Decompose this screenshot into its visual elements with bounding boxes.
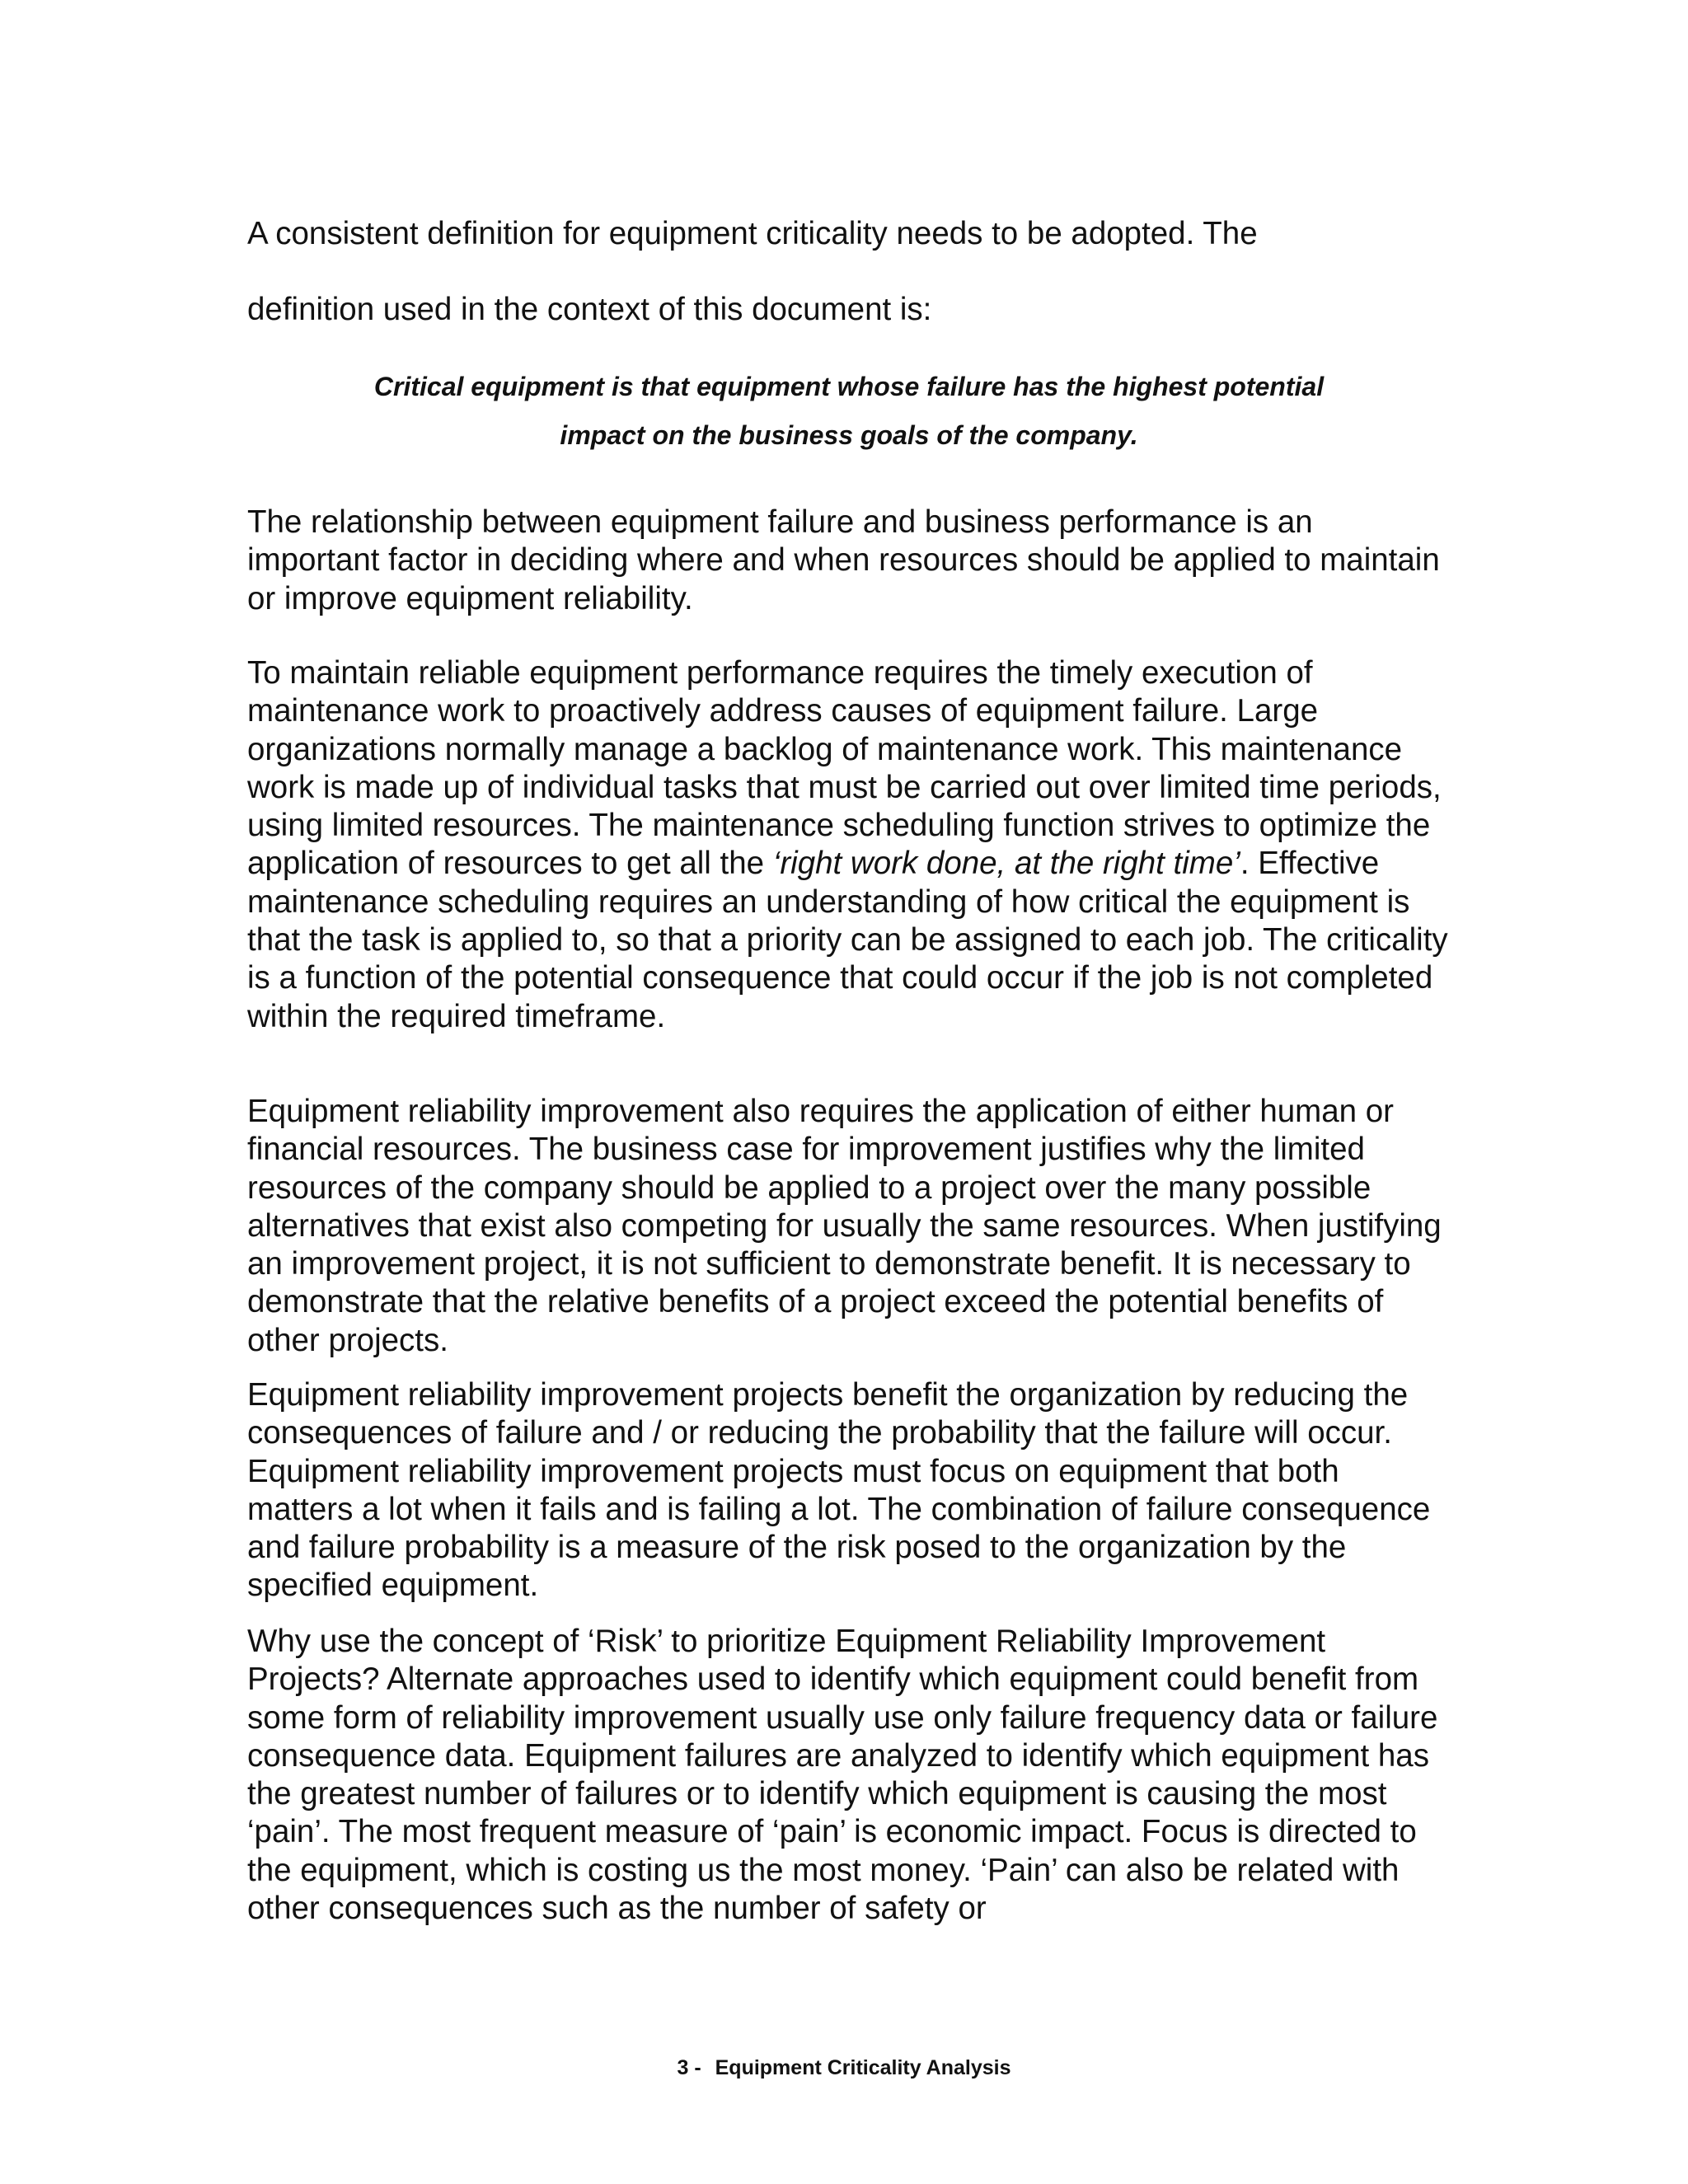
definition-quote (247, 363, 1451, 460)
intro-paragraph (247, 196, 1451, 348)
definition-line-1: Critical equipment is that equipment whose failure has the highest potential (373, 372, 1325, 401)
paragraph-text: To maintain reliable equipment performance requires the timely execution of maintenance work to proactively address causes of equipment failure. Large organizations normally manage a backlog of maintenance work. This maintenance work is made up of individual tasks that must be carried out over limited time periods, using limited resources. The maintenance scheduling function strives to optimize the application of resources to get all the (247, 655, 1442, 882)
paragraph-text: . Effective maintenance scheduling requires an understanding of how critical the equipment is that the task is applied to, so that a priority can be assigned to each job. The criticality is a function of the potential consequence that could occur if the job is not completed within the required timeframe. (247, 846, 1448, 1034)
page-footer (0, 2055, 1688, 2080)
paragraph-improvement-projects: Equipment reliability improvement projects benefit the organization by reducing the consequences of failure and / or reducing the probability that the failure will occur. Equipment reliability improvement projects must focus on equipment that both matters a lot when it fails and is failing a lot. The combination of failure consequence and failure probability is a measure of the risk posed to the organization by the specified equipment. (247, 1377, 1431, 1604)
intro-line-2: definition used in the context of this document is: (247, 292, 932, 327)
paragraph-why-risk: Why use the concept of ‘Risk’ to prioritize Equipment Reliability Improvement Projects? Alternate approaches used to identify which equipment could benefit from some form of reliability improvement usually use only failure frequency data or failure consequence data. Equipment failures are analyzed to identify which equipment has the greatest number of failures or to identify which equipment is causing the most ‘pain’. The most frequent measure of ‘pain’ is economic impact. Focus is directed to the equipment, which is costing us the most money. ‘Pain’ can also be related with other consequences such as the number of safety or (247, 1624, 1438, 1927)
page-number: 3 - (677, 2056, 701, 2079)
footer-title: Equipment Criticality Analysis (715, 2056, 1011, 2079)
paragraph-relationship: The relationship between equipment failure and business performance is an important factor in deciding where and when resources should be applied to maintain or improve equipment reliability. (247, 504, 1440, 616)
paragraph-business-case: Equipment reliability improvement also requires the application of either human or financial resources. The business case for improvement justifies why the limited resources of the company should be applied to a project over the many possible alternatives that exist also competing for usually the same resources. When justifying an improvement project, it is not sufficient to demonstrate benefit. It is necessary to demonstrate that the relative benefits of a project exceed the potential benefits of other projects. (247, 1094, 1442, 1358)
intro-line-1: A consistent definition for equipment criticality needs to be adopted. The (247, 216, 1258, 251)
italic-phrase: ‘right work done, at the right time’ (772, 846, 1240, 882)
paragraph-maintenance-scheduling (247, 654, 1451, 1036)
definition-line-2: impact on the business goals of the company. (560, 420, 1138, 450)
